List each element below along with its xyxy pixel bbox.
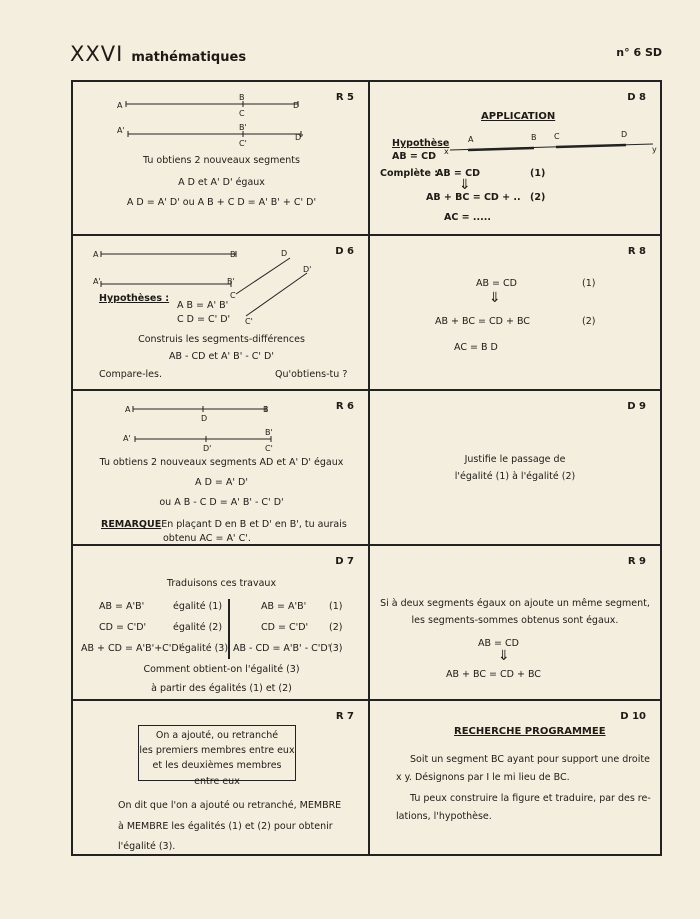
cell-d9 [370,391,660,546]
point-b-prime: B' [239,123,247,132]
point-y: y [652,145,657,154]
point-b: B [531,133,537,142]
cell-tag: R 9 [627,556,646,567]
text-line: Tu obtiens 2 nouveaux segments [143,155,300,166]
equation-3: AC = ..... [444,212,491,223]
figure-line [246,273,307,316]
cell-tag: D 6 [335,246,354,257]
point-b-prime: B' [265,428,273,437]
text-line: AB - CD et A' B' - C' D' [169,351,274,362]
hypothesis-1: A B = A' B' [177,300,229,311]
cell-tag: R 7 [335,711,354,722]
cell-title: Traduisons ces travaux [166,578,277,589]
cell-r7 [73,701,370,856]
cell-r5 [73,82,370,236]
point-d: D [281,249,288,258]
equality-right: CD = C'D' [261,622,309,633]
equation-2-number: (2) [530,192,546,203]
text-line: l'égalité (1) à l'égalité (2) [454,471,576,482]
arrow-down-icon: ⇓ [459,177,471,193]
text-line: l'égalité (3). [118,841,176,852]
cell-d7 [73,546,370,701]
point-c: C [230,291,236,300]
cell-r6 [73,391,370,546]
box-line: On a ajouté, ou retranché [155,730,279,741]
point-c-prime: C' [239,139,247,148]
equality-right: AB = A'B' [261,601,307,612]
equation-1: AB = CD [436,168,481,179]
equation-2: AB + BC = CD + .. [426,192,521,203]
point-b: B [263,405,269,414]
point-d: D [201,414,208,423]
equality-left: AB = A'B' [99,601,145,612]
text-line: Construis les segments-différences [138,334,305,345]
point-a-prime: A' [123,434,131,443]
point-c: C [554,132,560,141]
hypothesis-2: C D = C' D' [177,314,231,325]
equality-line: A D = A' D' ou A B + C D = A' B' + C' D' [126,197,317,208]
box-line: les premiers membres entre eux [139,745,295,757]
page-number: XXVI [70,42,124,66]
equation-2: AB + BC = CD + BC [446,669,541,680]
cell-tag: D 7 [335,556,354,567]
point-d-prime: D' [303,265,312,274]
text-line: x y. Désignons par I le mi lieu de BC. [396,772,570,783]
cell-tag: D 10 [620,711,646,722]
equation-1: AB = CD [476,278,517,289]
box-line: et les deuxièmes membres entre eux [152,760,282,787]
point-c-prime: C' [245,317,253,326]
equation-1: AB = CD [478,638,519,649]
text-line: Soit un segment BC ayant pour support une droite [410,754,650,765]
text-line: Si à deux segments égaux on ajoute un même segment, [380,598,650,609]
point-a: A [117,101,123,110]
point-x: x [444,147,449,156]
subject-title: mathématiques [131,50,247,65]
equality-right: AB - CD = A'B' - C'D' [233,643,331,654]
point-d-prime: D' [295,133,304,142]
text-line: On dit que l'on a ajouté ou retranché, MEMBRE [118,800,342,811]
question-line: Comment obtient-on l'égalité (3) [143,664,300,675]
equation-2-number: (2) [582,316,596,327]
point-d-prime: D' [203,444,212,453]
equation-1-number: (1) [530,168,546,179]
figure-line [556,145,626,147]
equality-left: CD = C'D' [99,622,147,633]
point-d: D [293,101,300,110]
cell-d8 [370,82,660,236]
equation-3: AC = B D [454,342,498,353]
cell-tag: R 5 [335,92,354,103]
line-figure [370,82,660,236]
equality-line: A D = A' D' [195,477,248,488]
figure-line [468,148,534,150]
text-line: lations, l'hypothèse. [396,811,492,822]
point-d: D [621,130,628,139]
column-divider [228,599,230,659]
text-line: Tu peux construire la figure et traduire, par des re- [410,793,651,804]
cell-d10 [370,701,660,856]
point-a-prime: A' [93,277,101,286]
summary-box [138,725,296,787]
text-line: à MEMBRE les égalités (1) et (2) pour obtenir [118,821,333,832]
cell-r9 [370,546,660,701]
equality-number: (3) [329,643,343,654]
equality-number: (1) [329,601,343,612]
text-line: Tu obtiens 2 nouveaux segments AD et A' D' égaux [99,457,344,468]
cell-title: RECHERCHE PROGRAMMEE [454,726,606,737]
figure-line [236,258,290,294]
point-c: C [239,109,245,118]
arrow-down-icon: ⇓ [498,648,510,664]
hypothesis-value: AB = CD [392,151,437,162]
issue-number: n° 6 SD [616,46,662,59]
point-b-prime: B' [227,277,235,286]
point-b: B [230,250,236,259]
cell-tag: D 8 [627,92,646,103]
equality-label: égalité (3) [179,643,229,654]
hypothesis-label: Hypothèse [392,138,450,149]
cell-title: APPLICATION [481,111,556,122]
page-header [70,42,246,66]
point-c-prime: C' [265,444,273,453]
text-line: les segments-sommes obtenus sont égaux. [411,615,619,626]
remark-label: REMARQUE [101,519,162,530]
point-a: A [93,250,99,259]
complete-label: Complète : [380,168,438,179]
text-line: Compare-les. [99,369,162,380]
text-line: Justifie le passage de [464,454,566,465]
text-line: A D et A' D' égaux [178,177,265,188]
cell-d6 [73,236,370,391]
hypotheses-label: Hypothèses : [99,293,170,304]
point-a-prime: A' [117,126,125,135]
remark-text: obtenu AC = A' C'. [163,533,251,544]
point-a: A [468,135,474,144]
equation-1-number: (1) [582,278,596,289]
exercise-grid [71,80,662,856]
cell-tag: R 8 [627,246,646,257]
point-a: A [125,405,131,414]
point-b: B [239,93,245,102]
equation-2: AB + BC = CD + BC [435,316,530,327]
equality-number: (2) [329,622,343,633]
question-line: à partir des égalités (1) et (2) [151,683,292,694]
equality-label: égalité (1) [173,601,223,612]
remark-text: : En plaçant D en B et D' en B', tu aurais [155,519,347,530]
question-line: Qu'obtiens-tu ? [275,369,348,380]
equality-label: égalité (2) [173,622,223,633]
arrow-down-icon: ⇓ [489,290,501,306]
equality-line: ou A B - C D = A' B' - C' D' [159,497,284,508]
equality-left: AB + CD = A'B'+C'D' [81,643,182,654]
cell-tag: R 6 [335,401,354,412]
cell-r8 [370,236,660,391]
cell-tag: D 9 [627,401,646,412]
